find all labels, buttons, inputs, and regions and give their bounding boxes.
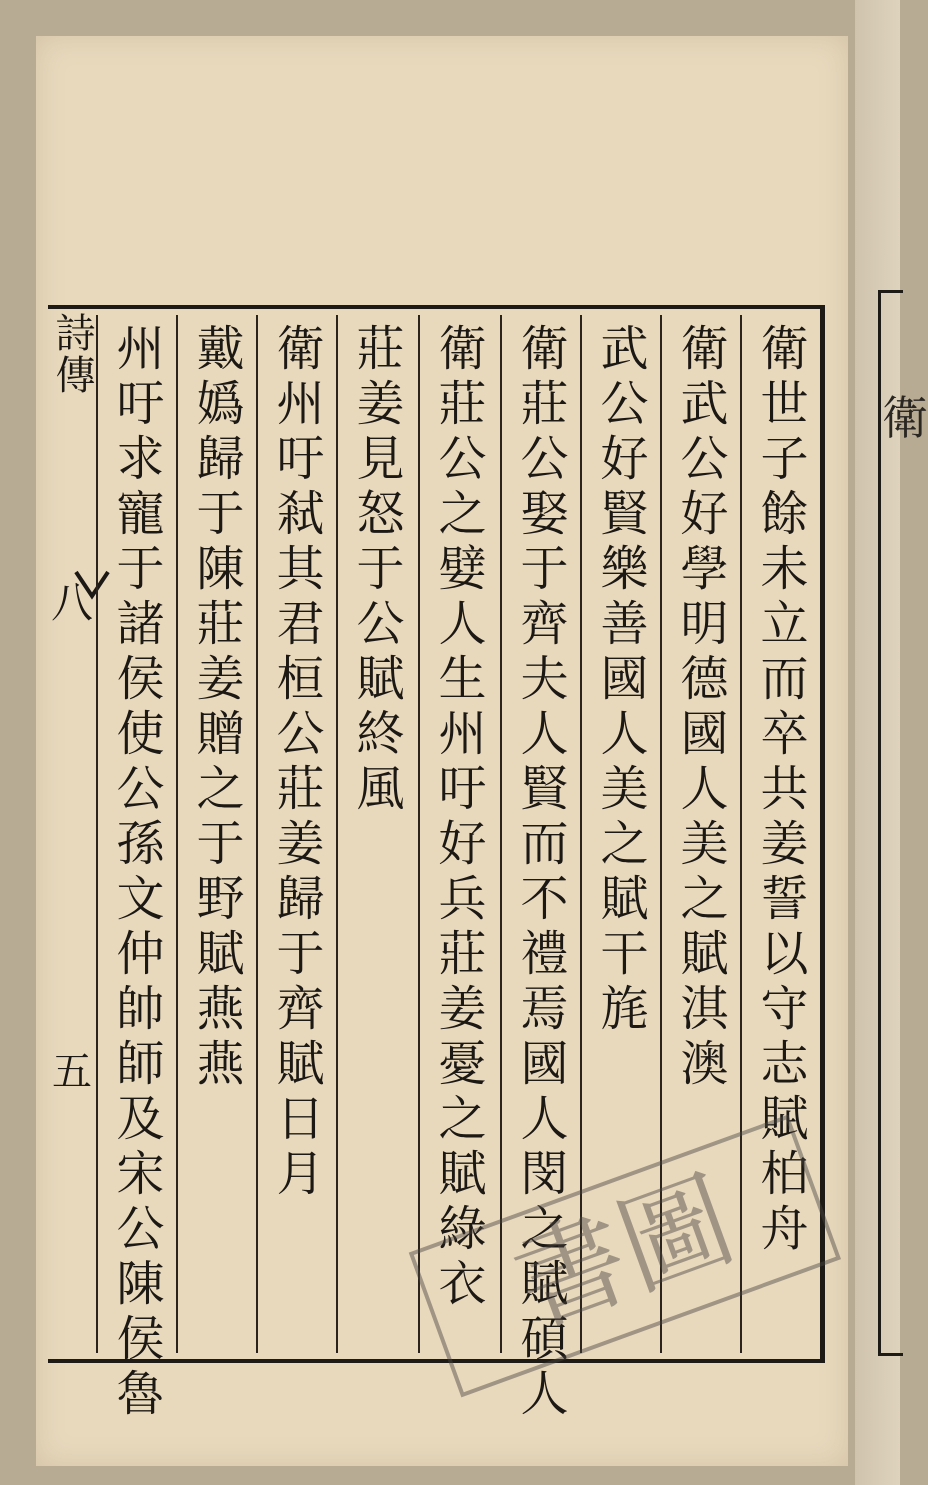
next-page-frame — [878, 290, 928, 1356]
text-column: 衛武公好學明德國人美之賦淇澳 — [672, 323, 728, 1093]
text-column: 戴嬀歸于陳莊姜贈之于野賦燕燕 — [188, 323, 244, 1093]
text-column: 莊姜見怒于公賦終風 — [348, 323, 404, 818]
text-column: 衛莊公娶于齊夫人賢而不禮焉國人閔之賦碩人 — [512, 323, 568, 1423]
text-column: 州吁求寵于諸侯使公孫文仲帥師及宋公陳侯魯 — [108, 323, 164, 1423]
margin-title: 詩傳 — [49, 312, 95, 396]
text-column: 武公好賢樂善國人美之賦干旄 — [592, 323, 648, 1038]
seal-text: 書圖 — [498, 1155, 750, 1351]
margin-page-number: 五 — [52, 1049, 92, 1095]
next-page-character: 衛 — [882, 391, 928, 445]
text-column: 衛世子餘未立而卒共姜誓以守志賦柏舟 — [752, 323, 808, 1258]
margin-volume: 八 — [50, 578, 93, 627]
text-column: 衛莊公之嬖人生州吁好兵莊姜憂之賦綠衣 — [430, 323, 486, 1313]
text-column: 衛州吁弒其君桓公莊姜歸于齊賦日月 — [268, 323, 324, 1203]
